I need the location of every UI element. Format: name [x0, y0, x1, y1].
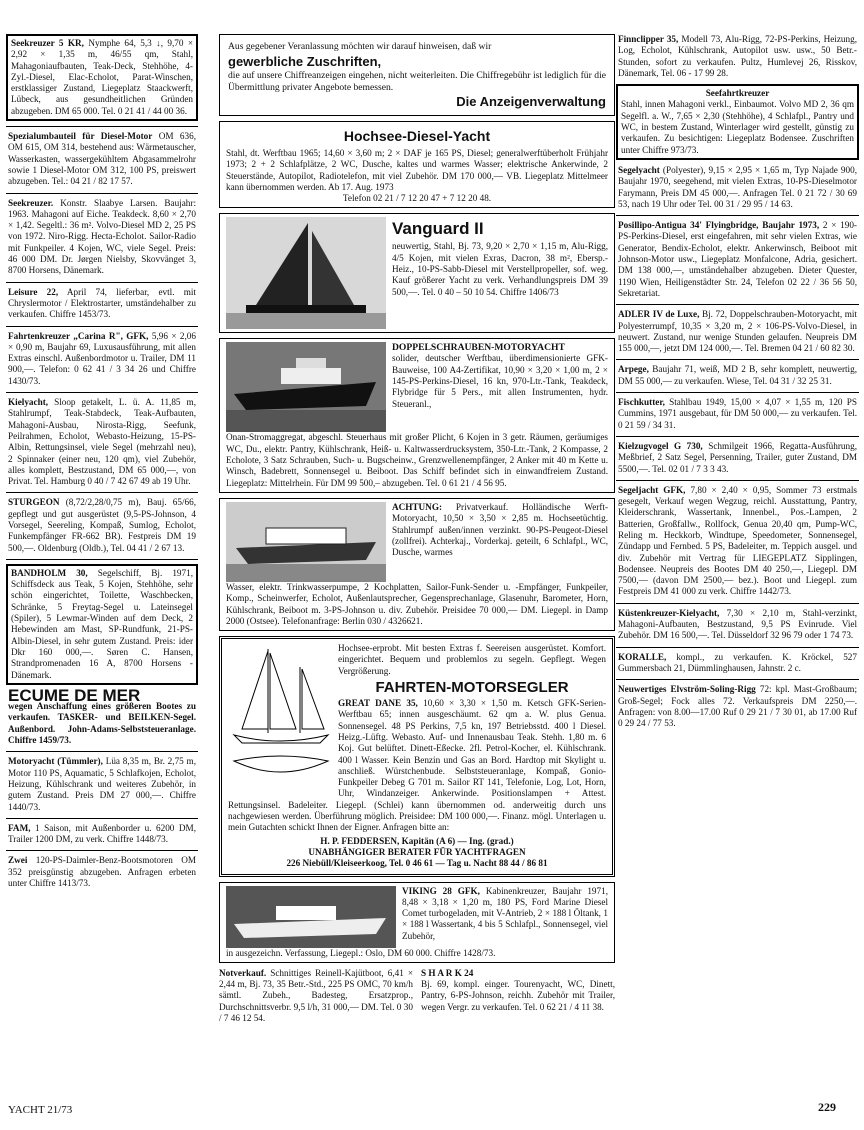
ad-text: Stahl, dt. Werftbau 1965; 14,60 × 3,60 m; 2 × DAF je 165 PS, Diesel; generalwerftüberholt Frühjahr 1973; 2 + 2 Schlafplätze, 2 WC, Dusche, kaltes und warmes Wasser; elektrische Ankerwinde, 2 Steuerstände, Autopilot, Radiotelefon, mit viel Zubehör. DM 170 000,— VB. Liegeplatz Mittelmeer kann übernommen werden. Ab 17. Aug. 1973	[226, 148, 608, 192]
ad-headline: Hochsee-Diesel-Yacht	[343, 128, 491, 144]
ad-lead: ACHTUNG:	[392, 501, 443, 512]
ad-text: April 74, lieferbar, evtl. mit Chryslermotor / Elektrostarter, umständehalber zu verkaufen. Chiffre 1453/73.	[8, 286, 196, 320]
ad-text: Baujahr 71, weiß, MD 2 B, sehr komplett, neuwertig, DM 55 000,— zu verkaufen. Wiese, Tel. 04 31 / 32 25 31.	[618, 364, 857, 386]
sailboat-illustration	[226, 217, 386, 329]
divider	[6, 850, 198, 851]
classified-ad	[219, 968, 413, 1024]
classified-ad	[6, 287, 198, 321]
ad-lead: Segeljacht GFK,	[618, 484, 686, 495]
classified-ad	[421, 968, 615, 1024]
ad-subtitle: UNABHÄNGIGER BERATER FÜR YACHTFRAGEN	[308, 846, 526, 857]
ad-lead: Fahrtenkreuzer „Carina R", GFK,	[8, 330, 149, 341]
divider	[616, 436, 859, 437]
classified-ad	[616, 220, 859, 299]
divider	[616, 359, 859, 360]
ad-text: Onan-Stromaggregat, abgeschl. Steuerhaus mit großer Plicht, 6 Kojen in 3 getr. Räumen, geräumiges WC, Du., elektr. Pantry, Kühlschrank, Heiß- u. Kaltwasserdrucksystem, 350-Ltr.-Tank, 2 Kompasse, 2 Echolote, 3 Satz Schrauben, Such- u. Bugscheinw., Grenzwellenempfänger, 2 Anker mit 40 m Kette u. Winsch, Badebrett, Sonnensegel u. Beiboot. Das Schiff befindet sich in einwandfreiem Zustand. Liegeplatz: Mittelrhein. Für DM 99 500,– abzugeben. Tel. 0 61 21 / 4 56 95.	[226, 432, 608, 488]
ad-lead: BANDHOLM 30,	[11, 567, 88, 578]
classified-ad	[616, 34, 859, 79]
ad-text: Sloop getakelt, L. ü. A. 11,85 m, Stahlrumpf, Teak-Stabdeck, Teak-Aufbauten, Mahagoni-Ausbau, Nirosta-Rigg, Seefunk, Peilrahmen, Echolot, Webasto-Heizung, 15-PS-Albin, Rettungsinsel, viele Segel (mehrzahl neu), 2 Spinnaker (einer neu, 120 qm), viel Zubehör, alles komplett, Bestzustand, DM 65 000,—, von Privat. Tel. Hamburg 0 40 / 7 42 67 49 ab 19 Uhr.	[8, 397, 196, 487]
ad-lead: KORALLE,	[618, 651, 667, 662]
divider	[6, 392, 198, 393]
ad-text: 10,60 × 3,30 × 1,50 m. Ketsch GFK-Serien-Werftbau 65; innen ausgeschäumt. 62 qm a. W. plus Genua. Sonnensegel. 48 PS Perkins, 7,5 kn, 197 Betriebsstd. 400 l Diesel. Heizg.-Lüftg. Webasto. Auf- und Innenausbau Teak. Stehh. 1,80 m. 6 Koj. Gut belüftet. Dinett-Eßecke. 2fl. Petrol-Kocher, el. Kühlschrank. 400 l Wasser. Kein Benzin und Gas an Bord. Hardtop mit Skylight u. anschließ. Würstchenbude. Selbststeueranlage, Kompaß, Gonio-Funkpeiler Debeg G 701 m. Sailor RT 141, Telefonie, Log, Lot, Horn, Uhr, Windanzeiger. Ankerwinde. Positionslampen + Attest. Rettungsinsel. Badeleiter. Liegepl. (Schlei) kann übernommen od. anderweitig durch uns nachgewiesen werden. Überführung möglich. Preisidee: DM 100 000,—. Finanz. mögl. Unterlagen u. mein Gutachten schickt Ihnen der Eigner. Anfragen bitte an:	[228, 698, 607, 833]
ad-lead: Kielzugvogel G 730,	[618, 440, 703, 451]
classified-ad	[616, 165, 859, 210]
publisher-notice	[219, 34, 615, 116]
classified-ad	[6, 756, 198, 812]
ad-text: Stahl, innen Mahagoni verkl., Einbaumot. Volvo MD 2, 36 qm Segelfl. a. W., 7,65 × 2,30 (Stehhöhe), 4 Schlafpl., Pantry und WC, in bestem Zustand, Winterlager wird gestellt, günstig zu verkaufen. Zu besichtigen: Liegeplatz Bodensee. Zuschriften unter Chiffre 973/73.	[621, 99, 854, 155]
ad-text: 120-PS-Daimler-Benz-Bootsmotoren OM 352 preisgünstig abzugeben. Anfragen erbeten unter Chiffre 1413/73.	[8, 855, 196, 888]
ad-text: 7,30 × 2,10 m, Stahl-verzinkt, Mahagoni-Aufbauten, Bestzustand, 9,5 PS Evinrude. Viel Zubehör. DM 16 500,—. Tel. Düsseldorf 32 96 79 oder 1 74 73.	[618, 607, 857, 641]
ad-lead: Neuwertiges Elvström-Soling-Rigg	[618, 684, 756, 695]
notice-line: Aus gegebener Veranlassung möchten wir darauf hinweisen, daß wir	[228, 41, 492, 52]
ad-lead: Arpege,	[618, 364, 649, 375]
divider	[6, 492, 198, 493]
classified-ad	[616, 684, 859, 729]
ad-lead: GREAT DANE 35,	[338, 698, 418, 709]
classified-ad	[6, 823, 198, 846]
classified-ad	[616, 84, 859, 160]
ad-text: Segelschiff, Bj. 1971, Schiffsdeck aus Teak, 5 Kojen, Stehhöhe, sehr schön eingerichtet, Toilette, Waschbecken, Schränke, 5 Freytag-Segel u. Lateinsegel (Spiler), 5 Lewmar-Winden auf dem Deck, 2 Hebewinden am Mast, SP-Rundfunk, 21-PS-Albin-Diesel, in sehr gutem Zustand. Preis: ider Dkr 160 000,—. Søren C. Hansen, Strandpromenaden 16 A, 8700 Horsens - Dänemark.	[11, 567, 194, 680]
ad-lead: Leisure 22,	[8, 286, 59, 297]
ad-text: neuwertig, Stahl, Bj. 73, 9,20 × 2,70 × 1,15 m, Alu-Rigg, 4/5 Kojen, mit vielen Exras, Dacron, 38 m², Ebersp.-Heiz., 10-PS-Sabb-Diesel mit Verstellpropeller, sof. weg. Kauf größerer Yacht zu verk. Verhandlungspreis DM 39 500,—. Tel. 0 40 – 50 10 54. Chiffre 1406/73	[392, 241, 608, 297]
ad-text: Privatverkauf. Holländische Werft-Motoryacht, 10,50 × 3,50 × 2,85 m. Hochseetüchtig. Stahlrumpf außen/innen verzinkt. 90-PS-Peugeot-Diesel (zollfrei). Achterkaj., Vorderkaj. geteilt, 6 Schlafpl., WC, Dusche, warmes	[392, 501, 608, 558]
viking-photo	[226, 886, 396, 948]
page-number: 229	[818, 1100, 836, 1114]
ad-text: Bj. 69, kompl. einger. Tourenyacht, WC, Dinett, Pantry, 6-PS-Johnson, reichh. Zubehör mit Trailer, wegen Vergr. zu verkaufen. Tel. 0 62 21 / 4 11 38.	[421, 979, 615, 1012]
ad-text: solider, deutscher Werftbau, überdimensionierte GFK-Bauweise, 100 A4-Zertifikat, 10,90 × 3,20 × 1,00 m, 2 × 145-PS-Perkins-Diesel, 16 kn, 970-Ltr.-Tank, Teakdeck, Flybridge für 5 Pers., mit allen Instrumenten, hydr. Steueranl.,	[392, 353, 608, 409]
divider	[616, 215, 859, 216]
ad-achtung	[219, 498, 615, 631]
classified-ad	[6, 685, 198, 746]
classified-ad	[6, 855, 198, 889]
classified-ad	[616, 485, 859, 598]
magazine-issue: YACHT 21/73	[8, 1104, 73, 1116]
ad-text: Bj. 72, Doppelschrauben-Motoryacht, mit Polyesterrumpf, 10,35 × 3,20 m, 2 × 106-PS-Volvo-Diesel, in neuwert. Zustand, nur wenige Stunden gelaufen. Neupreis DM 155 000,—, jetzt DM 124 000,—. Tel. Bremen 04 21 / 60 82 30.	[618, 309, 857, 354]
middle-column	[219, 34, 615, 1029]
divider	[6, 193, 198, 194]
divider	[6, 559, 198, 560]
divider	[616, 392, 859, 393]
ad-headline: ECUME DE MER	[8, 685, 141, 705]
ad-text: Lüa 8,35 m, Br. 2,75 m, Motor 110 PS, Aquamatic, 5 Schlafkojen, Echolot, Heizung, Kühlschrank und weiteres Zubehör, in gutem Zustand. Preis DM 27 000,—. Chiffre 1440/73.	[8, 756, 196, 812]
ad-text: in ausgezeichn. Verfassung, Liegepl.: Oslo, DM 60 000. Chiffre 1428/73.	[226, 947, 496, 958]
classified-ad	[6, 497, 198, 553]
divider	[616, 304, 859, 305]
ad-text: 5,96 × 2,06 × 0,90 m, Baujahr 69, Luxusausführung, mit allen Extras einschl. Außenbordmotor u. Trailer, DM 11 900,—. Telefon: 0 62 41 / 3 34 26 und Chiffre 1430/73.	[8, 330, 196, 386]
ad-lead: Kielyacht,	[8, 397, 49, 408]
motoryacht-photo	[226, 502, 386, 582]
ad-text: Stahlbau 1949, 15,00 × 4,07 × 1,55 m, 120 PS Cummins, 1971 ausgebaut, für DM 50 000,— zu verkaufen. Tel. 0 21 59 / 34 31.	[618, 397, 857, 430]
ad-contact: H. P. FEDDERSEN, Kapitän (A 6) — Ing. (grad.)	[320, 835, 514, 846]
classified-ad	[616, 652, 859, 675]
ad-vanguard	[219, 213, 615, 333]
ketch-drawing	[228, 643, 332, 793]
left-column	[6, 34, 198, 894]
classified-ad	[616, 397, 859, 431]
ad-text: (8,72/2,28/0,75 m), Bauj. 65/66, gepflegt und gut ausgerüstet (9,5-PS-Johnson, 4 Vorsegel, Seereling, Kompaß, Sumlog, Echolot, Funkempfänger FR-662 BR). Festpreis DM 19 500,—. Oldenburg (Oldb.), Tel. 04 41 / 2 67 13.	[8, 497, 197, 553]
ad-phone: Telefon 02 21 / 7 12 20 47 + 7 12 20 48.	[342, 193, 492, 204]
ad-lead: Notverkauf.	[219, 967, 267, 978]
ad-lead: Küstenkreuzer-Kielyacht,	[618, 607, 720, 618]
ad-text: wegen Anschaffung eines größeren Bootes zu verkaufen. TASKER- und BEILKEN-Segel. Außenbord. John-Adams-Selbststeueranlage. Chiffre 1459/73.	[8, 701, 196, 746]
divider	[6, 326, 198, 327]
ad-lead: Segelyacht	[618, 164, 660, 175]
sailboat-photo	[226, 217, 386, 329]
ad-text: 7,80 × 2,40 × 0,95, Sommer 73 erstmals gesegelt, Verkauf wegen Wegzug, reichl. Ausstattung, Pantry, Kleiderschrank, Wassertank, Innenbel., Pos.-Lampen, 2 Batterien, Großfallw., Rollfock, Genua 20,40 qm, Pump-WC, Reling m. Heckkorb, Windtupe, Speedometer, Sonnensegel, Zündapp und Fernbed. 5 PS, Badeleiter, m. Teppich ausgel. und div. Zubehör mit Vertrag für LIEGEPLATZ Sipplingen, Bodensee. Neupreis des Bootes DM 40 250,—, Liegepl. DM 7500,— (davon DM 2500,— bez.). Boot und Liegepl. zum Festpreis DM 41 000 zu verk. Chiffre 1442/73.	[618, 484, 858, 597]
ad-lead: Seekreuzer 5 KR,	[11, 38, 84, 48]
ad-text: OM 636, OM 615, OM 314, bestehend aus: Wärmetauscher, Wasserkasten, wassergekühltem Abgasammelrohr sowie 1 Diesel-Motor OM 312, 100 PS, preiswert abzugeben. Tel.: 04 21 / 82 17 57.	[8, 131, 196, 187]
ad-text: 1 Saison, mit Außenborder u. 6200 DM, Trailer 1200 DM, zu verk. Chiffre 1448/73.	[8, 822, 196, 845]
classified-ad	[6, 131, 198, 187]
ad-address: 226 Niebüll/Kleiseerkoog, Tel. 0 46 61 — Tag u. Nacht 88 44 / 86 81	[286, 858, 548, 869]
ad-text: Schmilgeit 1966, Regatta-Ausführung, Meßbrief, 2 Satz Segel, Persenning, Trailer, guter Zustand, DM 5500,—. Tel. 02 01 / 7 3 3 43.	[618, 440, 858, 474]
divider	[616, 603, 859, 604]
ad-text: Konstr. Slaabye Larsen. Baujahr: 1963. Mahagoni auf Eiche. Teakdeck. 8,60 × 2,70 × 1,42. Segeltl.: 36 m². Volvo-Diesel MD 2, 25 PS von 1972. Niro-Rigg. Hecta-Echolot. Sailor-Radio mit Funkpeiler. 4 Kojen, WC, viele Segel. Preis: 46 000 DM. Dr. Jørgen Nielsby, Skovvänget 3, 8700 Horsens, Dänemark.	[8, 197, 197, 276]
ad-text: (Polyester), 9,15 × 2,95 × 1,65 m, Typ Najade 900, Baujahr 1970, seegehend, mit vielen Extras, 10-PS-Dieselmotor Farymann, Preis DM 45 000,—. Anfragen Tel. 0 21 72 / 30 69 53, nach 19 Uhr oder Tel. 00 31 / 29 95 / 14 63.	[618, 164, 858, 209]
ad-lead: Finnclipper 35,	[618, 34, 679, 44]
divider	[616, 679, 859, 680]
ad-lead: Motoryacht (Tümmler),	[8, 756, 103, 767]
divider	[6, 282, 198, 283]
ad-lead: Seekreuzer.	[8, 197, 54, 208]
divider	[6, 751, 198, 752]
classified-ad	[6, 397, 198, 487]
classified-ad	[616, 441, 859, 475]
ad-lead: Seefahrtkreuzer	[705, 88, 770, 99]
ad-lead: Spezialumbauteil für Diesel-Motor	[8, 131, 153, 142]
ad-doppelschrauben	[219, 338, 615, 492]
notice-signature: Die Anzeigenverwaltung	[456, 94, 606, 109]
ad-lead: Fischkutter,	[618, 397, 665, 408]
ad-text: Kabinenkreuzer, Baujahr 1971, 8,48 × 3,18 × 1,20 m, 180 PS, Ford Marine Diesel Comet turbogeladen, mit V-Antrieb, 2 × 188 l Öltank, 1 × 188 l Wassertank, 4 bis 5 Schlafpl., Sonnensegel, viel Zubehör,	[402, 885, 608, 941]
ad-text: 2 × 190-PS-Perkins-Diesel, erst eingefahren, mit sehr vielen Extras, wie Generator, Bendix-Echolot, elektr. Ankerwinsch, Beiboot mit Johnson-Motor usw., Liegeplatz Monfalcone, Adria, gesichert. DM 138 000,—, umständehalber abzugeben. Dieter Quester, 1190 Wien, Heiligenstädter Str. 24, Telefon 02 22 / 36 56 50, Sekretariat.	[618, 220, 857, 298]
ad-fahrten-motorsegler	[219, 636, 615, 876]
ad-lead: STURGEON	[8, 497, 60, 508]
ad-lead: Zwei	[8, 855, 28, 866]
classified-ad	[616, 608, 859, 642]
ad-viking	[219, 882, 615, 963]
divider	[6, 818, 198, 819]
ad-text: Wasser, elektr. Trinkwasserpumpe, 2 Kochplatten, Sailor-Funk-Sender u. -Empfänger, Funkpeiler, Komp., Scheinwerfer, Echolot, Außenlautsprecher, Gegensprechanlage, Glasenuhr, Barometer, Horn, Kühlschrank, Beiboot m. 3-PS-Johnson u. div. Zubehör. Preisidee 70 000,— DM. Liegepl. in Damp 2000 (Ostsee). Telefonanfrage: Berlin 030 / 4326621.	[226, 581, 608, 626]
ad-lead: S H A R K 24	[421, 967, 474, 978]
classified-ad	[616, 364, 859, 387]
ad-text: Modell 73, Alu-Rigg, 72-PS-Perkins, Heizung, Log, Echolot, Kühlschrank, Autopilot usw. usw., 50 Betr.-Stunden, sofort zu verkaufen. Pultz, Humlevej 26, Risskov, Dänemark, Tel. 06 - 17 99 28.	[618, 34, 857, 78]
ad-lead: VIKING 28 GFK,	[402, 885, 480, 896]
ad-lead: Posillipo-Antigua 34' Flyingbridge, Baujahr 1973,	[618, 220, 820, 231]
divider	[616, 647, 859, 648]
ad-text: Schnittiges Reinell-Kajütboot, 6,41 × 2,44 m, Bj. 73, 35 Betr.-Std., 225 PS OMC, 70 km/h sämtl. Zubeh., Badesteg, Ersatzprop., Durchschnittsverbr. 9,5 l/h, 31 000,— DM. Tel. 0 30 / 7 46 12 54.	[219, 967, 413, 1023]
motoryacht-illustration	[226, 342, 386, 432]
notice-heading: gewerbliche Zuschriften,	[228, 54, 382, 69]
ad-hochsee-diesel-yacht	[219, 121, 615, 208]
classified-ad	[6, 198, 198, 277]
divider	[616, 480, 859, 481]
ad-lead: FAM,	[8, 822, 31, 833]
classified-ad	[6, 34, 198, 121]
notice-text: die auf unsere Chiffreanzeigen eingehen, nicht weiterleiten. Die Chiffregebühr ist lediglich für die Übermittlung privater Angebote bemessen.	[228, 70, 606, 93]
ad-headline: DOPPELSCHRAUBEN-MOTORYACHT	[392, 342, 565, 354]
motoryacht-illustration	[226, 502, 386, 582]
motoryacht-photo	[226, 342, 386, 432]
classified-ad	[616, 309, 859, 354]
ad-lead: ADLER IV de Luxe,	[618, 309, 700, 320]
ad-text: 72: kpl. Mast-Großbaum; Groß-Segel; Fock alles 72. Verkaufspreis DM 2250,—. Anfragen: von 8.00—17.00 Ruf 0 29 21 / 7 30 01, ab 17.00 Ruf 0 29 24 / 77 53.	[618, 684, 858, 729]
ad-text: Nymphe 64, 5,3 ↓, 9,70 × 2,92 × 1,35 m, 46/55 qm, Stahl, Mahagoniaufbauten, Teak-Deck, Stehhöhe, 4-Zyl.-Diesel, Elac-Echolot, Parat-Winschen, erstklassiger Zustand, Liegeplatz Staackwerft, Lübeck, aus gesundheitlichen Gründen abzugeben. DM 65 000. Tel. 0 21 41 / 44 00 36.	[11, 38, 194, 116]
ad-headline: FAHRTEN-MOTORSEGLER	[375, 679, 569, 697]
divider	[6, 126, 198, 127]
ketch-plan-illustration	[228, 643, 332, 793]
ad-intro: Hochsee-erprobt. Mit besten Extras f. Seereisen ausgerüstet. Komfort. eingerichtet. Bequem und problemlos zu segeln. Gepflegt. Wegen Vergrößerung.	[338, 643, 606, 676]
cabin-cruiser-illustration	[226, 886, 396, 948]
classified-ad	[6, 564, 198, 685]
ad-headline: Vanguard II	[392, 219, 484, 239]
right-column	[616, 34, 859, 734]
ad-text: kompl., zu verkaufen. K. Kröckel, 527 Gummersbach 21, Dümmlinghausen, Jahnstr. 2 c.	[618, 651, 857, 673]
classified-ad	[6, 331, 198, 387]
